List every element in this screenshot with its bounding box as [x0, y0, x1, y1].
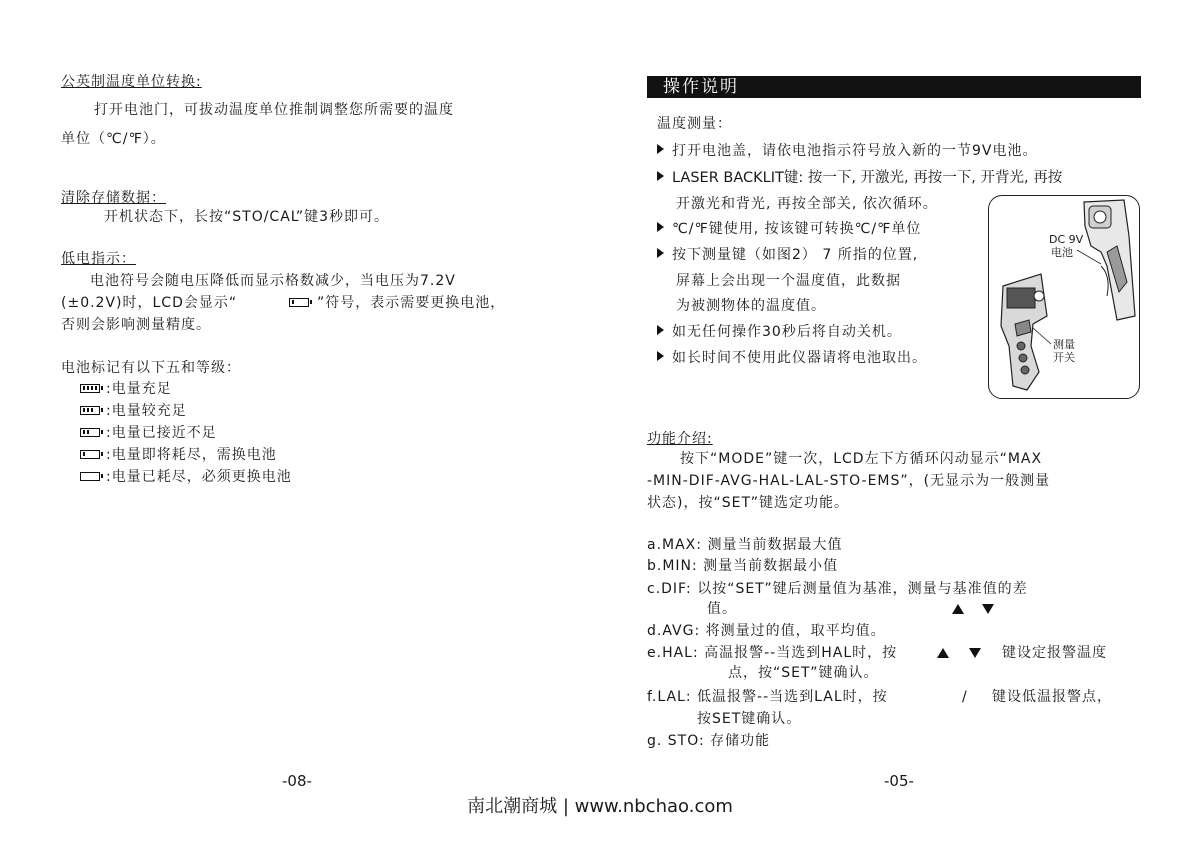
bullet-icon	[657, 222, 664, 232]
bullet-icon	[657, 171, 664, 181]
clear-data-text: 开机状态下，长按“STO/CAL”键3秒即可。	[104, 209, 390, 225]
down-arrow-icon	[982, 604, 994, 614]
bullet-icon	[657, 325, 664, 335]
low-battery-text-1: 电池符号会随电压降低而显示格数减少，当电压为7.2V	[90, 273, 456, 289]
item-c-line-1: c.DIF: 以按“SET”键后测量值为基准，测量与基准值的差	[647, 581, 1028, 597]
battery-levels-heading: 电池标记有以下五和等级：	[61, 360, 241, 376]
step-4-line-2: 屏幕上会出现一个温度值，此数据	[676, 273, 901, 289]
dc-battery-label-2: 电池	[1051, 246, 1073, 259]
item-e-line-1b: 键设定报警温度	[1002, 645, 1107, 661]
item-d: d.AVG: 将测量过的值，取平均值。	[647, 623, 886, 639]
item-f-line-1a: f.LAL: 低温报警--当选到LAL时，按	[647, 689, 888, 705]
low-battery-text-2b: ”符号，表示需要更换电池，	[317, 295, 506, 311]
site-footer: 南北潮商城 | www.nbchao.com	[467, 796, 733, 817]
step-2: LASER BACKLIT键: 按一下, 开激光, 再按一下, 开背光, 再按	[657, 169, 1062, 187]
clear-data-heading: 清除存储数据：	[61, 190, 166, 206]
item-c-line-2: 值。	[707, 601, 737, 617]
step-2-continued: 开激光和背光, 再按全部关, 依次循环。	[676, 196, 938, 212]
unit-conversion-heading: 公英制温度单位转换:	[61, 74, 202, 90]
bullet-icon	[657, 248, 664, 258]
step-4-line-3: 为被测物体的温度值。	[676, 298, 826, 314]
battery-low-level-icon	[80, 450, 100, 459]
up-arrow-icon	[952, 604, 964, 614]
low-battery-heading: 低电指示：	[61, 251, 136, 267]
battery-level-3: :电量已接近不足	[106, 425, 217, 441]
function-text-3: 状态)，按“SET”键选定功能。	[647, 495, 849, 511]
battery-empty-icon	[80, 472, 100, 481]
item-b: b.MIN: 测量当前数据最小值	[647, 558, 839, 574]
step-1: 打开电池盖，请依电池指示符号放入新的一节9V电池。	[657, 142, 1037, 160]
down-arrow-icon	[969, 648, 981, 658]
left-page-number: -08-	[282, 772, 312, 790]
battery-level-4: :电量即将耗尽，需换电池	[106, 447, 277, 463]
battery-medium-icon	[80, 428, 100, 437]
item-e-line-1a: e.HAL: 高温报警--当选到HAL时，按	[647, 645, 898, 661]
switch-label-2: 开关	[1053, 351, 1075, 364]
device-diagram	[988, 195, 1140, 399]
right-page-number: -05-	[884, 772, 914, 790]
bullet-icon	[657, 144, 664, 154]
item-a: a.MAX: 测量当前数据最大值	[647, 537, 843, 553]
function-heading: 功能介绍:	[647, 431, 713, 447]
step-4: 按下测量键（如图2） 7 所指的位置,	[657, 246, 918, 264]
unit-conversion-text-1: 打开电池门，可拔动温度单位推制调整您所需要的温度	[94, 102, 454, 118]
low-battery-text-2a: (±0.2V)时，LCD会显示“	[61, 295, 238, 311]
switch-label-1: 测量	[1053, 338, 1075, 351]
battery-level-2: :电量较充足	[106, 403, 187, 419]
temperature-measure-label: 温度测量：	[657, 116, 732, 132]
function-text-1: 按下“MODE”键一次，LCD左下方循环闪动显示“MAX	[680, 451, 1043, 467]
battery-low-icon	[289, 298, 309, 307]
step-5: 如无任何操作30秒后将自动关机。	[657, 323, 902, 341]
section-header-title: 操作说明	[663, 77, 739, 97]
step-3: ℃/℉键使用, 按该键可转换℃/℉单位	[657, 220, 921, 238]
battery-level-1: :电量充足	[106, 381, 172, 397]
battery-high-icon	[80, 406, 100, 415]
item-g: g. STO: 存储功能	[647, 733, 771, 749]
low-battery-text-3: 否则会影响测量精度。	[61, 317, 211, 333]
bullet-icon	[657, 351, 664, 361]
up-arrow-icon	[937, 648, 949, 658]
battery-full-icon	[80, 384, 100, 393]
function-text-2: -MIN-DIF-AVG-HAL-LAL-STO-EMS”，(无显示为一般测量	[647, 473, 1051, 489]
thermometer-illustration	[989, 196, 1139, 398]
item-f-line-1c: 键设低温报警点，	[992, 689, 1112, 705]
dc-battery-label-1: DC 9V	[1049, 233, 1084, 246]
step-6: 如长时间不使用此仪器请将电池取出。	[657, 349, 927, 367]
battery-level-5: :电量已耗尽，必须更换电池	[106, 469, 292, 485]
item-f-line-2: 按SET键确认。	[697, 711, 802, 727]
item-f-slash: /	[962, 689, 967, 705]
unit-conversion-text-2: 单位（℃/℉）。	[61, 131, 166, 147]
item-e-line-2: 点，按“SET”键确认。	[728, 665, 879, 681]
